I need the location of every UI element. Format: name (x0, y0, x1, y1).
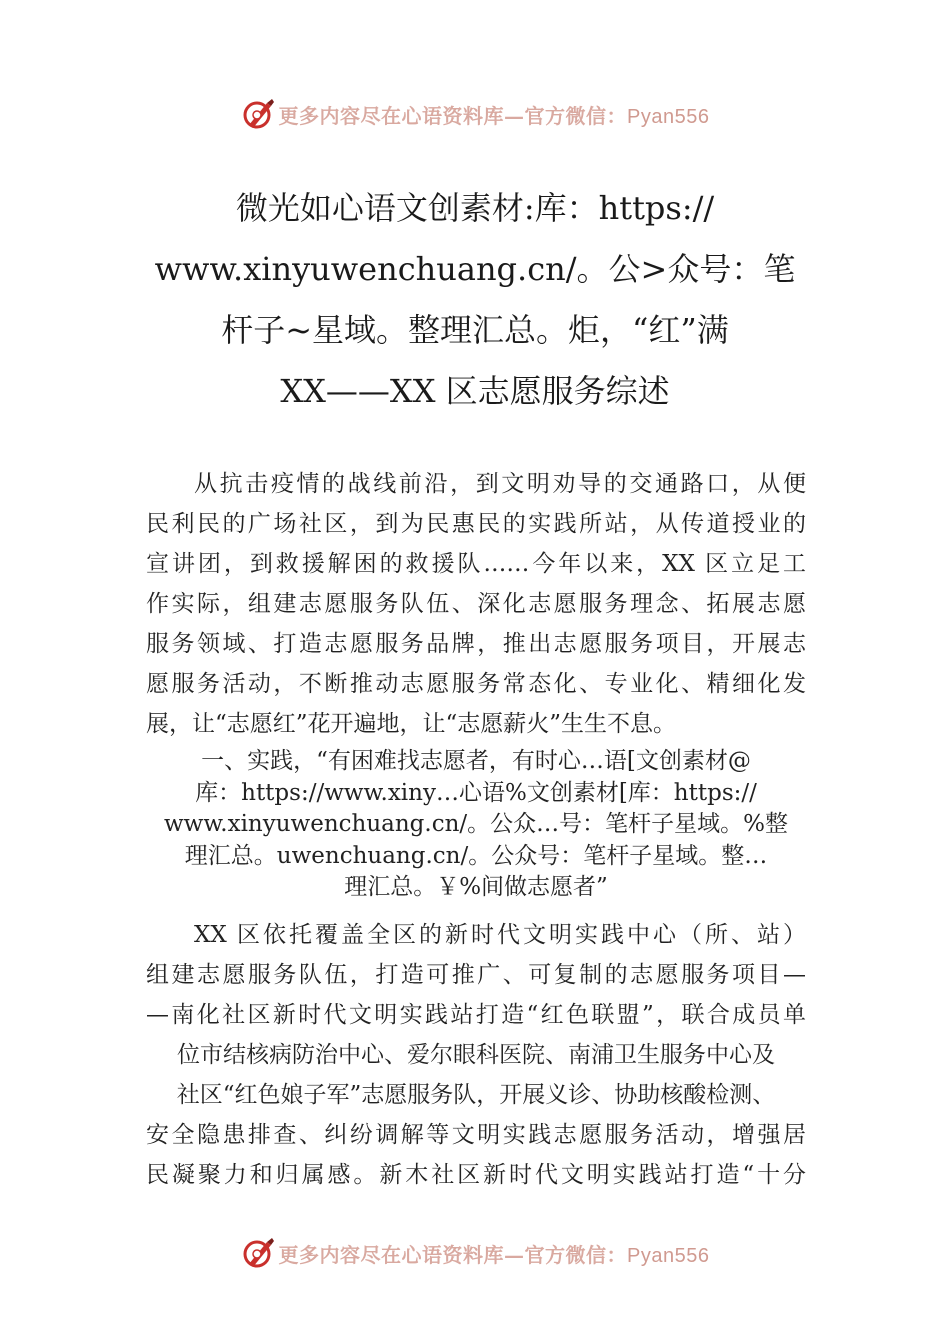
body-paragraph (146, 915, 806, 1195)
header-banner (0, 94, 950, 134)
heading-line: 一、实践，“有困难找志愿者，有时心…语[文创素材@ (201, 748, 751, 774)
paragraph-line: XX 区依托覆盖全区的新时代文明实践中心（所、站） (194, 922, 806, 948)
paragraph-line: 安全隐患排查、纠纷调解等文明实践志愿服务活动，增强居 (146, 1122, 806, 1148)
heading-line: 理汇总。uwenchuang.cn/。公众号：笔杆子星域。整… (184, 842, 768, 869)
footer-banner (0, 1233, 950, 1273)
pen-logo-icon (241, 1236, 275, 1270)
title-line: 杆子~星域。整理汇总。炬，“红”满 (221, 311, 729, 349)
paragraph-line: 服务领域、打造志愿服务品牌，推出志愿服务项目，开展志 (146, 631, 806, 657)
title-line: www.xinyuwenchuang.cn/。公>众号：笔 (154, 250, 796, 288)
paragraph-line: 民利民的广场社区，到为民惠民的实践所站，从传道授业的 (146, 511, 806, 537)
paragraph-line: 展，让“志愿红”花开遍地，让“志愿薪火”生生不息。 (146, 711, 677, 737)
wechat-handle: Pyan556 (627, 1244, 710, 1267)
title-line: XX——XX 区志愿服务综述 (280, 372, 670, 410)
heading-line: 库：https://www.xiny…心语%文创素材[库：https:// (195, 779, 757, 806)
heading-line: 理汇总。￥%间做志愿者” (344, 874, 608, 900)
paragraph-line: 从抗击疫情的战线前沿，到文明劝导的交通路口，从便 (194, 471, 806, 497)
paragraph-line: —南化社区新时代文明实践站打造“红色联盟”，联合成员单 (146, 1002, 806, 1028)
section-heading (146, 746, 806, 904)
pen-logo-icon (241, 97, 275, 131)
paragraph-line: 社区“红色娘子军”志愿服务队，开展义诊、协助核酸检测、 (176, 1082, 776, 1108)
document-title (140, 178, 810, 422)
paragraph-line: 组建志愿服务队伍，打造可推广、可复制的志愿服务项目— (146, 962, 806, 988)
heading-line: www.xinyuwenchuang.cn/。公众…号：笔杆子星域。%整 (163, 811, 789, 837)
intro-paragraph (146, 464, 806, 744)
paragraph-line: 作实际，组建志愿服务队伍、深化志愿服务理念、拓展志愿 (146, 591, 806, 617)
title-line: 微光如心语文创素材:库：https:// (235, 189, 715, 227)
paragraph-line: 民凝聚力和归属感。新木社区新时代文明实践站打造“十分 (146, 1162, 806, 1188)
banner-text: 更多内容尽在心语资料库—官方微信：Pyan556 (278, 103, 710, 128)
wechat-handle: Pyan556 (627, 105, 710, 128)
paragraph-line: 愿服务活动，不断推动志愿服务常态化、专业化、精细化发 (146, 671, 806, 697)
paragraph-line: 宣讲团，到救援解困的救援队……今年以来，XX 区立足工 (146, 551, 806, 577)
banner-text: 更多内容尽在心语资料库—官方微信：Pyan556 (278, 1242, 710, 1267)
paragraph-line: 位市结核病防治中心、爱尔眼科医院、南浦卫生服务中心及 (177, 1042, 775, 1068)
